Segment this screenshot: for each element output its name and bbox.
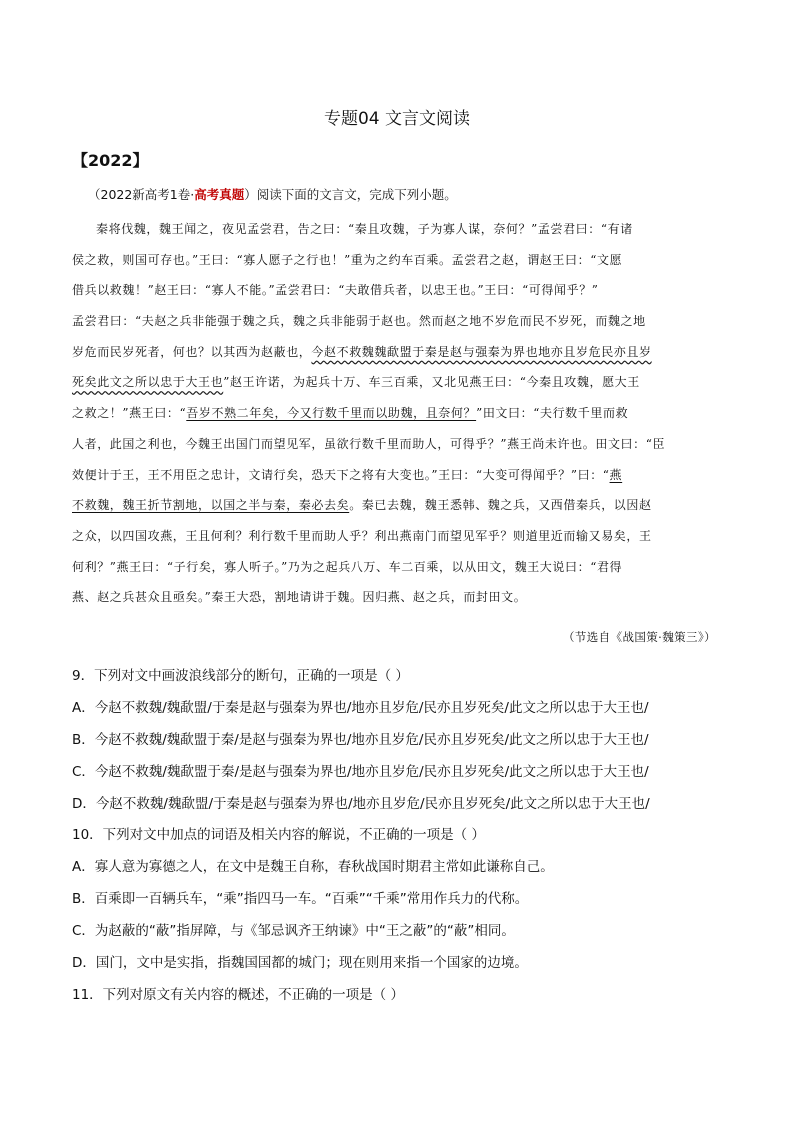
question-9-option-c: C．今赵不救魏/魏歃盟于秦/是赵与强秦为界也/地亦且岁危/民亦且岁死矣/此文之所以忠于大王也/ (72, 764, 649, 780)
passage-line: 之众，以四国攻燕，王且何利？利行数千里而助人乎？利出燕南门而望见军乎？则道里近而输又易矣，王 (72, 528, 652, 543)
exam-tag: 高考真题 (194, 187, 245, 202)
passage-line (72, 460, 722, 491)
passage-text: ”赵王许诺，为起兵十万、车三百乘，又北见燕王曰：“今秦且攻魏，愿大王 (223, 375, 640, 390)
underlined-text: 不救魏，魏王折节割地，以国之半与秦，秦必去矣 (72, 498, 350, 513)
passage-text: 效便计于王，王不用臣之忠计，文请行矣，恐天下之将有大变也。”王曰：“大变可得闻乎？”曰：“ (72, 467, 610, 482)
passage-line: 侯之救，则国可存也。”王曰：“寡人愿子之行也！”重为之约车百乘。孟尝君之赵，谓赵王曰：“文愿 (72, 252, 623, 267)
passage-line: 何利？”燕王曰：“子行矣，寡人听子。”乃为之起兵八万、车二百乘，以从田文，魏王大说曰：“君得 (72, 559, 623, 574)
passage-line: 燕、赵之兵甚众且亟矣。”秦王大恐，割地请讲于魏。因归燕、赵之兵，而封田文。 (72, 590, 527, 605)
question-10-option-d: D．国门，文中是实指，指魏国国都的城门；现在则用来指一个国家的边境。 (72, 955, 528, 971)
classical-passage (72, 214, 722, 613)
question-9-option-b: B．今赵不救魏/魏歃盟于秦/是赵与强秦为界也/地亦且岁危/民亦且岁死矣/此文之所以忠于大王也/ (72, 732, 649, 748)
passage-text: 。秦已去魏，魏王悉韩、魏之兵，又西借秦兵，以因赵 (349, 498, 652, 513)
passage-line: 秦将伐魏，魏王闻之，夜见孟尝君，告之曰：“秦且攻魏，子为寡人谋，奈何？”孟尝君曰：“有诸 (96, 222, 633, 236)
question-10-option-b: B．百乘即一百辆兵车，“乘”指四马一车。“百乘”“千乘”常用作兵力的代称。 (72, 891, 529, 907)
question-11-stem: 11．下列对原文有关内容的概述，不正确的一项是（ ） (72, 987, 404, 1003)
question-9-option-d: D．今赵不救魏/魏歃盟/于秦是赵与强秦为界也/地亦且岁危/民亦且岁死矣/此文之所以忠于大王也/ (72, 796, 650, 812)
passage-line (72, 398, 722, 429)
passage-line (72, 367, 722, 398)
year-heading: 【2022】 (72, 151, 149, 170)
source-citation: （节选自《战国策·魏策三》） (562, 630, 716, 644)
question-10-stem: 10．下列对文中加点的词语及相关内容的解说，不正确的一项是（ ） (72, 827, 485, 843)
question-9-stem: 9．下列对文中画波浪线部分的断句，正确的一项是（ ） (72, 668, 409, 684)
passage-text: ”田文曰：“夫行数千里而救 (476, 406, 629, 421)
passage-text: 岁危而民岁死者，何也？以其西为赵蔽也， (72, 344, 312, 359)
underlined-text: 燕 (609, 467, 623, 482)
passage-line: 孟尝君曰：“夫赵之兵非能强于魏之兵，魏之兵非能弱于赵也。然而赵之地不岁危而民不岁死，而魏之地 (72, 314, 646, 329)
passage-line (72, 337, 722, 368)
passage-line (72, 490, 722, 521)
intro-suffix: ）阅读下面的文言文，完成下列小题。 (244, 187, 457, 202)
question-intro (88, 185, 457, 203)
wavy-underlined-text: 今赵不救魏魏歃盟于秦是赵与强秦为界也地亦且岁危民亦且岁 (311, 344, 652, 359)
page-title: 专题04 文言文阅读 (323, 109, 471, 129)
passage-text: 之救之！”燕王曰：“ (72, 406, 187, 421)
question-9-option-a: A．今赵不救魏/魏歃盟/于秦是赵与强秦为界也/地亦且岁危/民亦且岁死矣/此文之所以忠于大王也/ (72, 700, 649, 716)
question-10-option-a: A．寡人意为寡德之人，在文中是魏王自称，春秋战国时期君主常如此谦称自己。 (72, 859, 554, 875)
passage-line: 借兵以救魏！”赵王曰：“寡人不能。”孟尝君曰：“夫敢借兵者，以忠王也。”王曰：“可得闻乎？” (72, 283, 599, 298)
passage-line: 人者，此国之利也，今魏王出国门而望见军，虽欲行数千里而助人，可得乎？”燕王尚未许也。田文曰：“臣 (72, 436, 666, 451)
underlined-text: 吾岁不熟二年矣，今又行数千里而以助魏，且奈何？ (186, 406, 477, 421)
intro-prefix: （2022新高考1卷· (88, 187, 195, 202)
wavy-underlined-text: 死矣此文之所以忠于大王也 (72, 375, 224, 390)
question-10-option-c: C．为赵蔽的“蔽”指屏障，与《邹忌讽齐王纳谏》中“王之蔽”的“蔽”相同。 (72, 923, 515, 939)
